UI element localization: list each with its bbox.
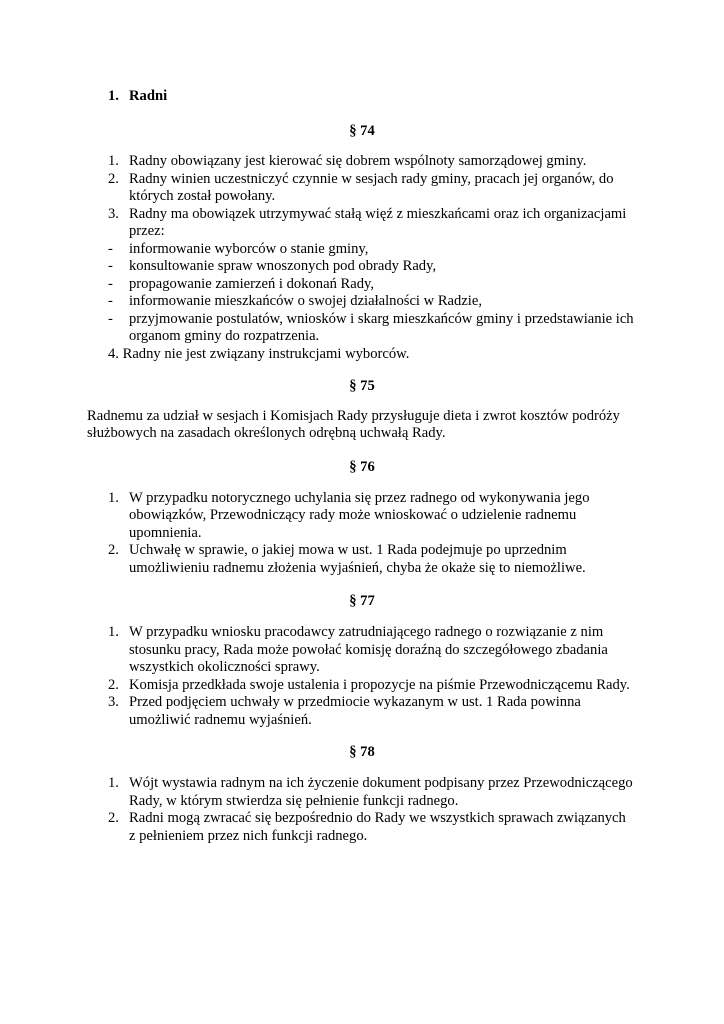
paragraph-mark-74: § 74 — [349, 123, 375, 139]
list-item-text: Przed podjęciem uchwały w przedmiocie wykazanym w ust. 1 Rada powinna — [129, 694, 581, 710]
list-number: 2. — [108, 810, 119, 826]
list-number: 2. — [108, 542, 119, 558]
section-number: 1. — [108, 88, 119, 104]
list-item-text: Rady, w którym stwierdza się pełnienie funkcji radnego. — [129, 793, 459, 809]
list-item-text: W przypadku notorycznego uchylania się przez radnego od wykonywania jego — [129, 490, 590, 506]
list-item-text: Radni mogą zwracać się bezpośrednio do Rady we wszystkich sprawach związanych — [129, 810, 626, 826]
list-number: 1. — [108, 490, 119, 506]
list-number: 1. — [108, 775, 119, 791]
paragraph-mark-77: § 77 — [349, 593, 375, 609]
paragraph-mark-78: § 78 — [349, 744, 375, 760]
list-item-text: umożliwieniu radnemu złożenia wyjaśnień, chyba że okaże się to niemożliwe. — [129, 560, 586, 576]
paragraph-mark-76: § 76 — [349, 459, 375, 475]
paragraph-mark-75: § 75 — [349, 378, 375, 394]
list-item-text: umożliwić radnemu wyjaśnień. — [129, 712, 312, 728]
list-item-text: Radny obowiązany jest kierować się dobrem wspólnoty samorządowej gminy. — [129, 153, 587, 169]
list-number: 2. — [108, 677, 119, 693]
body-text: służbowych na zasadach określonych odrębną uchwałą Rady. — [87, 425, 446, 441]
list-item-text: obowiązków, Przewodniczący rady może wnioskować o udzielenie radnemu — [129, 507, 577, 523]
list-item-text: Uchwałę w sprawie, o jakiej mowa w ust. 1 Rada podejmuje po uprzednim — [129, 542, 567, 558]
bullet-dash: - — [108, 241, 113, 257]
section-title: Radni — [129, 88, 168, 104]
list-item-text: z pełnieniem przez nich funkcji radnego. — [129, 828, 368, 844]
list-item-text: Komisja przedkłada swoje ustalenia i propozycje na piśmie Przewodniczącemu Rady. — [129, 677, 630, 693]
list-item-text: Radny ma obowiązek utrzymywać stałą więź z mieszkańcami oraz ich organizacjami — [129, 206, 627, 222]
bullet-text: informowanie mieszkańców o swojej działalności w Radzie, — [129, 293, 482, 309]
bullet-dash: - — [108, 311, 113, 327]
body-text: Radnemu za udział w sesjach i Komisjach Rady przysługuje dieta i zwrot kosztów podróży — [87, 408, 620, 424]
list-item-text: Radny winien uczestniczyć czynnie w sesjach rady gminy, pracach jej organów, do — [129, 171, 614, 187]
bullet-text: organom gminy do rozpatrzenia. — [129, 328, 320, 344]
list-item-text: wszystkich okoliczności sprawy. — [129, 659, 320, 675]
list-item-text: których został powołany. — [129, 188, 276, 204]
bullet-dash: - — [108, 293, 113, 309]
list-number: 1. — [108, 624, 119, 640]
list-item-text: przez: — [129, 223, 165, 239]
list-item-text: 4. Radny nie jest związany instrukcjami wyborców. — [108, 346, 410, 362]
bullet-text: propagowanie zamierzeń i dokonań Rady, — [129, 276, 375, 292]
list-item-text: stosunku pracy, Rada może powołać komisję doraźną do szczegółowego zbadania — [129, 642, 608, 658]
list-number: 1. — [108, 153, 119, 169]
bullet-text: przyjmowanie postulatów, wniosków i skarg mieszkańców gminy i przedstawianie ich — [129, 311, 634, 327]
list-number: 3. — [108, 206, 119, 222]
bullet-dash: - — [108, 276, 113, 292]
bullet-dash: - — [108, 258, 113, 274]
list-item-text: Wójt wystawia radnym na ich życzenie dokument podpisany przez Przewodniczącego — [129, 775, 633, 791]
list-item-text: upomnienia. — [129, 525, 202, 541]
bullet-text: konsultowanie spraw wnoszonych pod obrady Rady, — [129, 258, 437, 274]
list-number: 3. — [108, 694, 119, 710]
list-item-text: W przypadku wniosku pracodawcy zatrudniającego radnego o rozwiązanie z nim — [129, 624, 604, 640]
list-number: 2. — [108, 171, 119, 187]
bullet-text: informowanie wyborców o stanie gminy, — [129, 241, 369, 257]
